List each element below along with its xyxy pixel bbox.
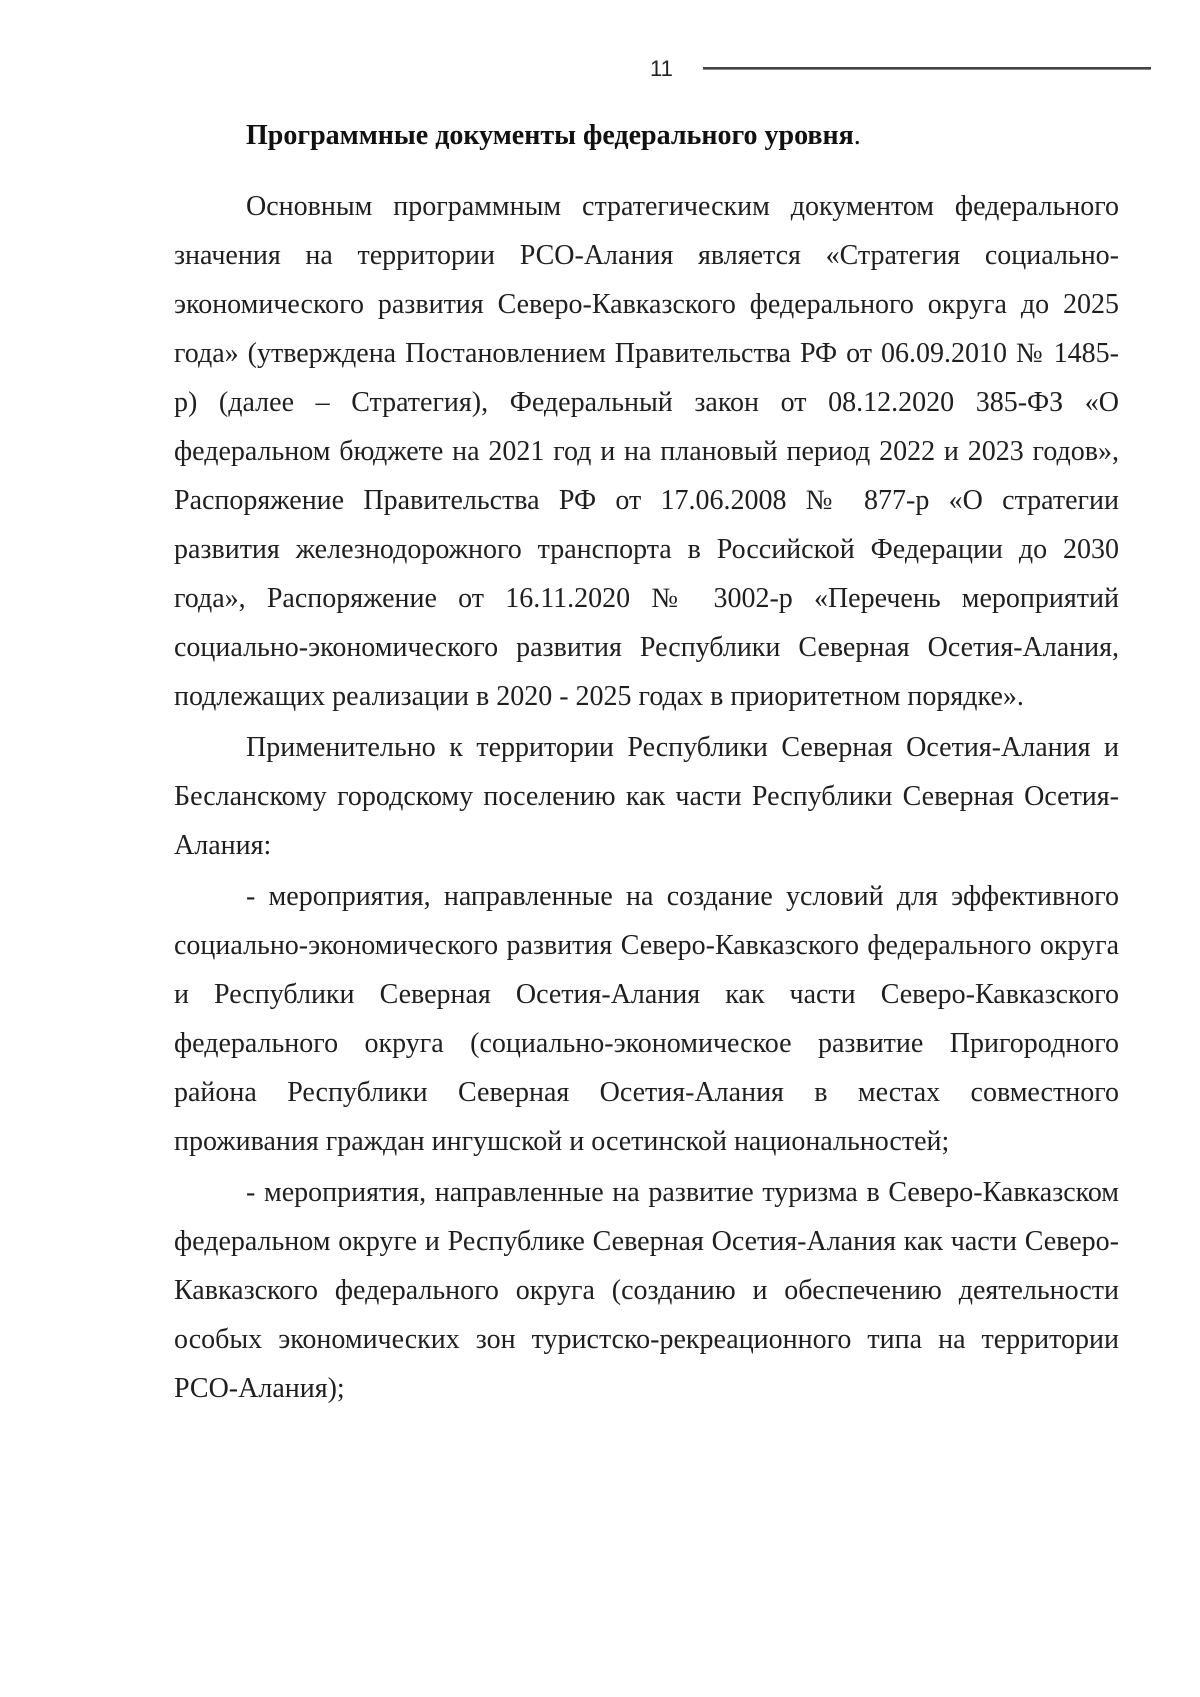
page-header [0,56,1200,86]
section-heading-punct: . [853,120,861,151]
header-rule [703,67,1151,70]
page-number: 11 [650,56,673,81]
paragraph-measures-tourism: - мероприятия, направленные на развитие туризма в Северо-Кавказском федеральном округе и Республике Северная Осетия-Алания как части Северо-Кавказского федерального округа (созданию и обеспечению деятельности особых экономических зон туристско-рекреационного типа на территории РСО-Алания); [174,1177,1119,1404]
paragraph-measures-development: - мероприятия, направленные на создание условий для эффективного социально-экономического развития Северо-Кавказского федерального округа и Республики Северная Осетия-Алания как части Северо-Кавказского федерального округа (социально-экономическое развитие Пригородного района Республики Северная Осетия-Алания в местах совместного проживания граждан ингушской и осетинской национальностей; [174,881,1119,1157]
paragraph-applicability: Применительно к территории Республики Северная Осетия-Алания и Бесланскому городскому поселению как части Республики Северная Осетия-Алания: [174,732,1119,861]
section-heading [174,112,1119,160]
document-body [174,112,1119,1415]
paragraph-strategy-documents: Основным программным стратегическим документом федерального значения на территории РСО-Алания является «Стратегия социально-экономического развития Северо-Кавказского федерального округа до 2025 года» (утверждена Постановлением Правительства РФ от 06.09.2010 № 1485-р) (далее – Стратегия), Федеральный закон от 08.12.2020 385-ФЗ «О федеральном бюджете на 2021 год и на плановый период 2022 и 2023 годов», Распоряжение Правительства РФ от 17.06.2008 № 877-р «О стратегии развития железнодорожного транспорта в Российской Федерации до 2030 года», Распоряжение от 16.11.2020 № 3002-р «Перечень мероприятий социально-экономического развития Республики Северная Осетия-Алания, подлежащих реализации в 2020 - 2025 годах в приоритетном порядке». [174,191,1119,712]
section-heading-text: Программные документы федерального уровня [246,120,854,151]
